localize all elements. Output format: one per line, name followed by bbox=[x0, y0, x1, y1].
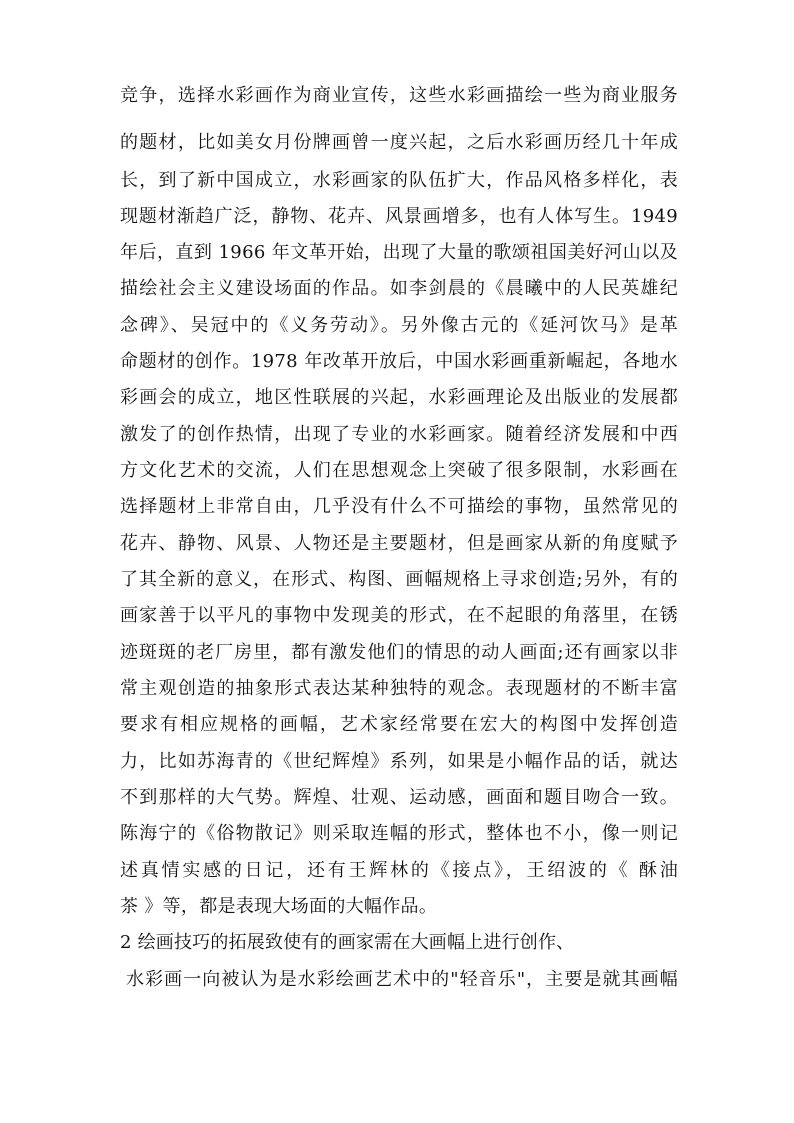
body-text-line: 年后，直到 1966 年文革开始，出现了大量的歌颂祖国美好河山以及 bbox=[120, 242, 678, 263]
body-text-line: 水彩画一向被认为是水彩绘画艺术中的"轻音乐"，主要是就其画幅 bbox=[126, 969, 678, 990]
body-text-line: 不到那样的大气势。辉煌、壮观、运动感，画面和题目吻合一致。 bbox=[120, 787, 678, 808]
body-text-line: 要求有相应规格的画幅，艺术家经常要在宏大的构图中发挥创造 bbox=[120, 714, 678, 735]
body-text-line: 常主观创造的抽象形式表达某种独特的观念。表现题材的不断丰富 bbox=[120, 678, 678, 699]
body-text-line: 陈海宁的《俗物散记》则采取连幅的形式，整体也不小，像一则记 bbox=[120, 823, 678, 844]
body-text-line: 长，到了新中国成立，水彩画家的队伍扩大，作品风格多样化，表 bbox=[120, 170, 678, 191]
body-text-line: 竞争，选择水彩画作为商业宣传，这些水彩画描绘一些为商业服务 bbox=[120, 85, 678, 106]
body-text-line: 命题材的创作。1978 年改革开放后，中国水彩画重新崛起，各地水 bbox=[120, 351, 678, 372]
body-text-line: 迹斑斑的老厂房里，都有激发他们的情思的动人画面;还有画家以非 bbox=[120, 642, 678, 663]
body-text-line: 方文化艺术的交流，人们在思想观念上突破了很多限制，水彩画在 bbox=[120, 460, 678, 481]
body-text-line: 了其全新的意义，在形式、构图、画幅规格上寻求创造;另外，有的 bbox=[120, 569, 678, 590]
body-text-line: 选择题材上非常自由，几乎没有什么不可描绘的事物，虽然常见的 bbox=[120, 496, 678, 517]
body-text-line: 花卉、静物、风景、人物还是主要题材，但是画家从新的角度赋予 bbox=[120, 533, 678, 554]
body-text-line: 激发了的创作热情，出现了专业的水彩画家。随着经济发展和中西 bbox=[120, 424, 678, 445]
body-text-line: 述真情实感的日记，还有王辉林的《接点》，王绍波的《 酥油 bbox=[120, 860, 678, 881]
body-text-line: 画家善于以平凡的事物中发现美的形式，在不起眼的角落里，在锈 bbox=[120, 605, 678, 626]
body-text-line: 描绘社会主义建设场面的作品。如李剑晨的《晨曦中的人民英雄纪 bbox=[120, 278, 678, 299]
body-text-line: 的题材，比如美女月份牌画曾一度兴起，之后水彩画历经几十年成 bbox=[120, 132, 678, 153]
body-text-line: 力，比如苏海青的《世纪辉煌》系列，如果是小幅作品的话，就达 bbox=[120, 751, 678, 772]
body-text-line: 茶 》等，都是表现大场面的大幅作品。 bbox=[120, 896, 438, 917]
body-text-line: 现题材渐趋广泛，静物、花卉、风景画增多，也有人体写生。1949 bbox=[120, 206, 678, 227]
body-text-line: 彩画会的成立，地区性联展的兴起，水彩画理论及出版业的发展都 bbox=[120, 387, 678, 408]
section-heading: 2 绘画技巧的拓展致使有的画家需在大画幅上进行创作、 bbox=[120, 932, 575, 953]
body-text-line: 念碑》、吴冠中的《义务劳动》。另外像古元的《延河饮马》是革 bbox=[120, 315, 678, 336]
